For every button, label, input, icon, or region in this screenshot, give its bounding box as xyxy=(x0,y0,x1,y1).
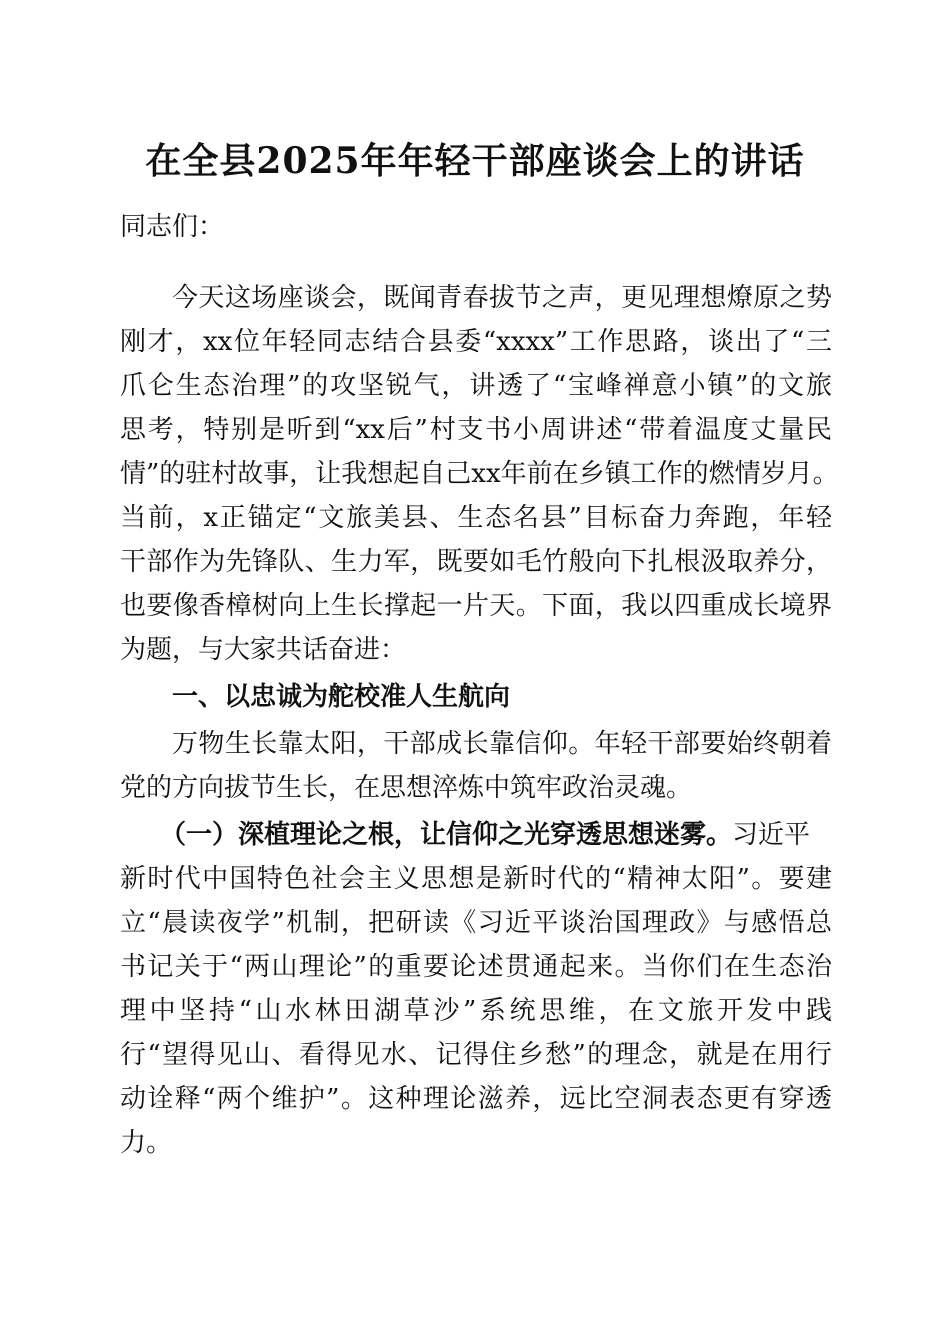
paragraph-line: 思考，特别是听到“xx后”村支书小周讲述“带着温度丈量民 xyxy=(120,415,832,445)
salutation: 同志们： xyxy=(120,212,225,242)
paragraph-line: 万物生长靠太阳，干部成长靠信仰。年轻干部要始终朝着 xyxy=(172,729,832,759)
paragraph-line: 当前，x正锚定“文旅美县、生态名县”目标奋力奔跑，年轻 xyxy=(120,503,832,533)
subsection-tail: 习近平 xyxy=(732,820,811,850)
paragraph-line: 力。 xyxy=(120,1128,173,1158)
paragraph-line: 情”的驻村故事，让我想起自己xx年前在乡镇工作的燃情岁月。 xyxy=(120,459,839,489)
paragraph-line: 今天这场座谈会，既闻青春拔节之声，更见理想燎原之势 xyxy=(172,283,832,313)
document-title: 在全县2025年年轻干部座谈会上的讲话 xyxy=(145,140,805,182)
paragraph-line: 为题，与大家共话奋进： xyxy=(120,635,407,665)
paragraph-line: 书记关于“两山理论”的重要论述贯通起来。当你们在生态治 xyxy=(120,952,832,982)
paragraph-line: 干部作为先锋队、生力军，既要如毛竹般向下扎根汲取养分， xyxy=(120,547,832,577)
subsection-line xyxy=(160,813,832,857)
paragraph-line: 爪仑生态治理”的攻坚锐气，讲透了“宝峰禅意小镇”的文旅 xyxy=(120,371,832,401)
paragraph-line: 刚才，xx位年轻同志结合县委“xxxx”工作思路，谈出了“三 xyxy=(120,327,832,357)
paragraph-line: 理中坚持“山水林田湖草沙”系统思维，在文旅开发中践 xyxy=(120,996,832,1026)
section-heading: 一、以忠诚为舵校准人生航向 xyxy=(172,682,511,712)
paragraph-line: 也要像香樟树向上生长撑起一片天。下面，我以四重成长境界 xyxy=(120,591,832,621)
paragraph-line: 动诠释“两个维护”。这种理论滋养，远比空洞表态更有穿透 xyxy=(120,1084,832,1114)
paragraph-line: 新时代中国特色社会主义思想是新时代的“精神太阳”。要建 xyxy=(120,864,832,894)
paragraph-line: 立“晨读夜学”机制，把研读《习近平谈治国理政》与感悟总 xyxy=(120,908,832,938)
subsection-heading: （一）深植理论之根，让信仰之光穿透思想迷雾。 xyxy=(160,820,733,850)
paragraph-line: 党的方向拔节生长，在思想淬炼中筑牢政治灵魂。 xyxy=(120,773,693,803)
paragraph-line: 行“望得见山、看得见水、记得住乡愁”的理念，就是在用行 xyxy=(120,1040,832,1070)
